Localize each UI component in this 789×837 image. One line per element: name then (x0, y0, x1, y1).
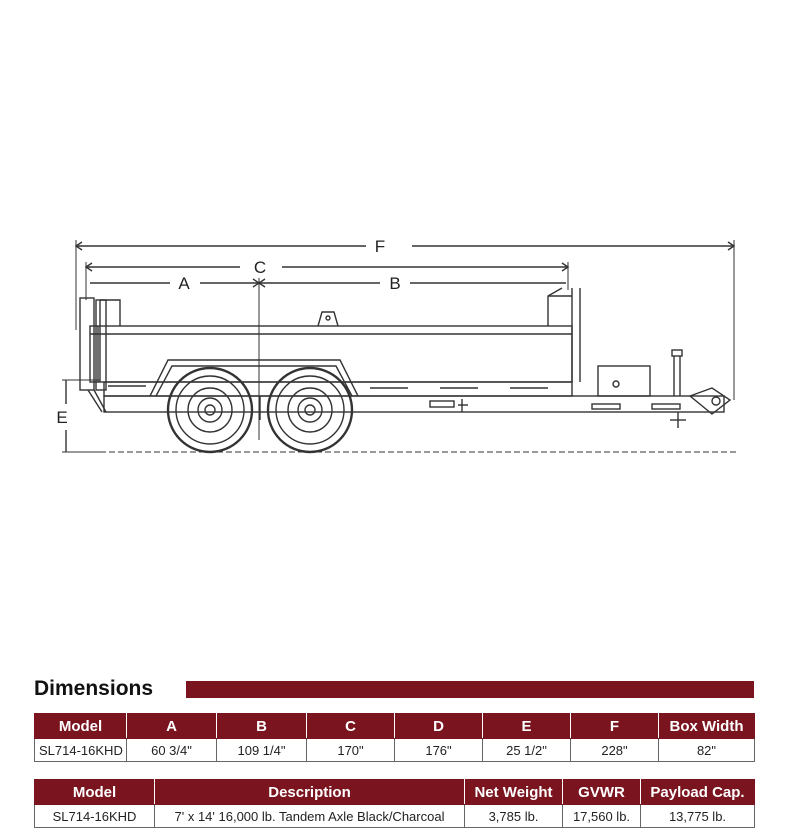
header-cell: B (217, 714, 307, 739)
table-cell: SL714-16KHD (35, 739, 127, 762)
dim-label-b: B (389, 274, 401, 293)
table-cell: 17,560 lb. (563, 805, 641, 828)
header-cell: Model (35, 714, 127, 739)
header-cell: C (307, 714, 395, 739)
header-cell: D (395, 714, 483, 739)
specifications-table (34, 779, 755, 828)
table-cell: 13,775 lb. (641, 805, 755, 828)
table-cell: 60 3/4" (127, 739, 217, 762)
table-cell: 7' x 14' 16,000 lb. Tandem Axle Black/Charcoal (155, 805, 465, 828)
header-cell: E (483, 714, 571, 739)
table-cell: SL714-16KHD (35, 805, 155, 828)
section-title: Dimensions (34, 677, 154, 700)
header-cell: Payload Cap. (641, 780, 755, 805)
dim-label-f: F (374, 237, 386, 256)
table-cell: 82" (659, 739, 755, 762)
dim-label-c: C (253, 258, 267, 277)
table-row (35, 739, 755, 762)
table-cell: 25 1/2" (483, 739, 571, 762)
dimensions-table (34, 713, 755, 762)
table-cell: 176" (395, 739, 483, 762)
header-cell: A (127, 714, 217, 739)
heading-accent-bar (186, 681, 754, 698)
table-cell: 228" (571, 739, 659, 762)
table-cell: 3,785 lb. (465, 805, 563, 828)
table-header-row (35, 714, 755, 739)
table-cell: 109 1/4" (217, 739, 307, 762)
header-cell: Model (35, 780, 155, 805)
table-cell: 170" (307, 739, 395, 762)
header-cell: GVWR (563, 780, 641, 805)
table-row (35, 805, 755, 828)
dim-label-e: E (56, 408, 68, 427)
header-cell: F (571, 714, 659, 739)
dimensions-heading (34, 676, 754, 702)
header-cell: Box Width (659, 714, 755, 739)
dim-label-a: A (178, 274, 190, 293)
header-cell: Net Weight (465, 780, 563, 805)
header-cell: Description (155, 780, 465, 805)
table-header-row (35, 780, 755, 805)
